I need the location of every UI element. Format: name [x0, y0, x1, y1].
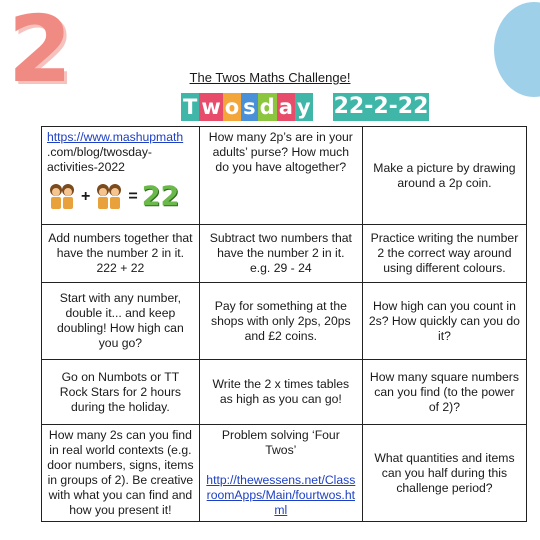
cell-count-in-2s: How high can you count in 2s? How quickly can you do it? — [362, 283, 526, 360]
banner-letter: s — [243, 95, 256, 119]
twins-equation — [47, 181, 194, 211]
banner-letter: a — [278, 95, 293, 119]
twin-girls-icon — [47, 181, 77, 211]
banner-letter: y — [296, 95, 311, 119]
cell-pay-shops: Pay for something at the shops with only 2ps, 20ps and £2 coins. — [199, 283, 362, 360]
table-row — [42, 127, 527, 225]
decorative-numeral-two: 2 — [8, 0, 73, 103]
twosday-word — [181, 93, 313, 121]
table-row — [42, 425, 527, 522]
table-row — [42, 225, 527, 283]
four-twos-title: Problem solving ‘Four Twos’ — [221, 428, 340, 457]
cell-practice-writing: Practice writing the number 2 the correct way around using different colours. — [362, 225, 526, 283]
cell-subtract-numbers — [199, 225, 362, 283]
cell-halving: What quantities and items can you half during this challenge period? — [362, 425, 526, 522]
table-row — [42, 283, 527, 360]
mashupmath-link[interactable]: https://www.mashupmath — [47, 130, 184, 144]
twin-boys-icon — [94, 181, 124, 211]
cell-doubling: Start with any number, double it... and keep doubling! How high can you go? — [42, 283, 200, 360]
cell-add-numbers — [42, 225, 200, 283]
subtract-numbers-text: Subtract two numbers that have the number 2 in it. — [209, 231, 352, 260]
cell-mashupmath — [42, 127, 200, 225]
cell-2p-purse: How many 2p’s are in your adults’ purse? How much do you have altogether? — [199, 127, 362, 225]
date-text: 22-2-22 — [333, 94, 429, 119]
twosday-date — [333, 93, 430, 121]
equals-sign: = — [128, 187, 138, 205]
page-title: The Twos Maths Challenge! — [189, 70, 351, 85]
twosday-banner — [181, 92, 429, 122]
table-row — [42, 360, 527, 425]
banner-letter: T — [183, 95, 198, 119]
cell-square-numbers: How many square numbers can you find (to the power of 2)? — [362, 360, 526, 425]
add-numbers-example: 222 + 22 — [96, 261, 145, 275]
cell-times-tables: Write the 2 x times tables as high as you can go! — [199, 360, 362, 425]
subtract-numbers-example: e.g. 29 - 24 — [249, 261, 312, 275]
challenge-grid — [41, 126, 527, 522]
add-numbers-text: Add numbers together that have the number 2 in it. — [48, 231, 193, 260]
result-22: 22 — [141, 180, 180, 212]
mashupmath-link-rest: .com/blog/twosday-activities-2022 — [47, 145, 152, 174]
banner-letter: w — [201, 95, 221, 119]
cell-four-twos — [199, 425, 362, 522]
plus-sign: + — [81, 187, 91, 205]
cell-2p-coin-drawing: Make a picture by drawing around a 2p coin. — [362, 127, 526, 225]
banner-letter: d — [259, 95, 275, 119]
cell-real-world-2s: How many 2s can you find in real world contexts (e.g. door numbers, signs, items in groups of 2). Be creative with what you can find and how you present it! — [42, 425, 200, 522]
four-twos-link[interactable]: http://thewessens.net/ClassroomApps/Main/fourtwos.html — [206, 473, 356, 517]
cell-numbots: Go on Numbots or TT Rock Stars for 2 hours during the holiday. — [42, 360, 200, 425]
banner-letter: o — [224, 95, 240, 119]
